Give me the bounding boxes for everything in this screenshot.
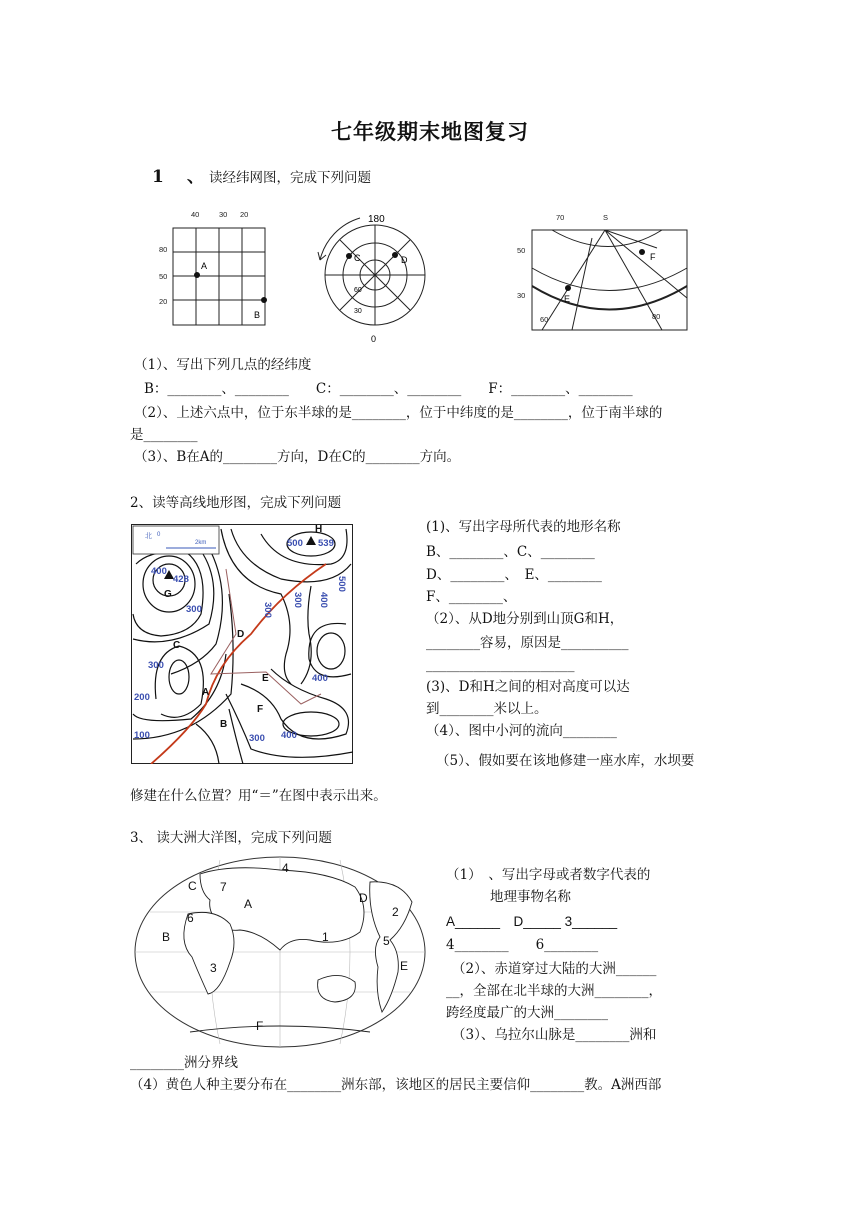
polar-grid-figure <box>312 208 437 348</box>
polar-top-label: 180 <box>368 214 385 225</box>
map-label: 7 <box>220 880 227 894</box>
grid-top-label: 30 <box>219 210 228 219</box>
grid-top-label: 20 <box>240 210 249 219</box>
q2-line: (3)、D和H之间的相对高度可以达 <box>426 679 630 695</box>
contour-label: 400 <box>151 566 167 577</box>
contour-label: 500 <box>336 576 347 592</box>
q3-line: （4）黄色人种主要分布在________洲东部，该地区的居民主要信仰________教。A洲西部 <box>130 1077 662 1093</box>
q2-line: D、________、 E、________ <box>426 567 602 583</box>
contour-label: 200 <box>134 692 150 703</box>
contour-label: 400 <box>312 673 328 684</box>
point-b-marker <box>261 297 267 303</box>
arc-bottom-label: 80 <box>652 312 661 321</box>
q2-line: (1)、写出字母所代表的地形名称 <box>426 519 621 535</box>
peak-elevation: 539 <box>318 538 334 549</box>
map-letter: F <box>257 704 264 715</box>
north-label: 北 <box>145 533 152 540</box>
point-d-marker <box>392 252 398 258</box>
q3-line: （2）、赤道穿过大陆的大洲______ <box>452 961 657 977</box>
contour-label: 400 <box>318 592 329 608</box>
map-letter: G <box>164 589 172 600</box>
map-label: 6 <box>187 911 194 925</box>
peak-elevation: 428 <box>173 574 189 585</box>
point-label: C <box>354 253 361 263</box>
map-label: 3 <box>210 961 217 975</box>
contour-label: 300 <box>249 733 265 744</box>
point-label: B <box>254 310 261 320</box>
q2-line: ______________________ <box>426 657 575 673</box>
q2-line: 修建在什么位置？用“＝”在图中表示出来。 <box>130 788 387 804</box>
q2-line: ________容易，原因是__________ <box>426 635 629 651</box>
map-letter: C <box>173 640 181 651</box>
q3-line: （1） 、写出字母或者数字代表的 <box>446 867 651 883</box>
map-label: B <box>162 930 171 944</box>
contour-label: 400 <box>281 730 297 741</box>
contour-label: 500 <box>287 538 303 549</box>
contour-label: 100 <box>134 730 150 741</box>
q2-line: F、________、 <box>426 589 517 605</box>
q2-line: （2）、从D地分别到山顶G和H， <box>426 611 624 627</box>
q3-line: A______ D_____ 3______ <box>446 914 618 929</box>
map-label: A <box>244 897 253 911</box>
q1-line: （2）、上述六点中，位于东半球的是________，位于中纬度的是________，位于南半球的 <box>134 405 663 421</box>
contour-label: 300 <box>148 660 164 671</box>
latlong-grid-figure <box>155 205 275 330</box>
q1-separator: 、 <box>186 167 204 187</box>
map-label: 4 <box>282 861 289 875</box>
scale-label: 2km <box>195 540 207 546</box>
q1-line: （1）、写出下列几点的经纬度 <box>134 357 312 373</box>
map-label: 1 <box>322 930 329 944</box>
map-letter: H <box>315 524 323 535</box>
q1-heading <box>152 162 371 187</box>
arc-left-label: 30 <box>517 291 526 300</box>
q3-line: 跨经度最广的大洲________ <box>446 1005 608 1021</box>
polar-ring-label: 30 <box>354 308 362 315</box>
map-label: 5 <box>383 934 390 948</box>
q1-heading-text: 读经纬网图，完成下列问题 <box>209 170 372 186</box>
q1-line: （3）、B在A的________方向，D在C的________方向。 <box>134 449 461 465</box>
q2-line: 到________米以上。 <box>426 701 548 717</box>
q3-line: 4________ 6________ <box>446 937 599 953</box>
grid-left-label: 50 <box>159 272 168 281</box>
map-label: 2 <box>392 905 399 919</box>
arc-left-label: 50 <box>517 246 526 255</box>
point-label: E <box>564 294 571 304</box>
point-e-marker <box>565 285 571 291</box>
polar-bottom-label: 0 <box>371 334 377 344</box>
q3-heading: 3、 读大洲大洋图，完成下列问题 <box>130 830 332 846</box>
map-letter: D <box>237 629 245 640</box>
contour-map <box>131 524 353 764</box>
map-label: E <box>400 959 409 973</box>
contour-label: 300 <box>186 604 202 615</box>
q2-line: B、________、C、________ <box>426 544 595 560</box>
arc-top-label: 70 <box>556 213 565 222</box>
map-label: D <box>359 891 368 905</box>
arc-bottom-label: 60 <box>540 315 549 324</box>
point-c-marker <box>346 253 352 259</box>
polar-ring-label: 60 <box>354 287 362 294</box>
scale-zero-label: 0 <box>157 532 161 538</box>
point-label: A <box>201 261 208 271</box>
point-label: F <box>650 252 656 262</box>
point-a-marker <box>194 272 200 278</box>
q3-line: ________洲分界线 <box>130 1055 238 1071</box>
map-letter: B <box>220 719 228 730</box>
arc-grid-figure <box>512 208 692 333</box>
q3-line: __，全部在北半球的大洲________， <box>446 983 662 999</box>
q3-line: （3）、乌拉尔山脉是________洲和 <box>452 1027 657 1043</box>
q2-line: （4）、图中小河的流向________ <box>426 723 617 739</box>
q1-number: 1 <box>152 167 164 187</box>
contour-label: 300 <box>292 592 303 608</box>
q2-line: （5）、假如要在该地修建一座水库，水坝要 <box>436 753 695 769</box>
arc-top-label: S <box>603 213 609 222</box>
point-label: D <box>401 255 408 265</box>
point-f-marker <box>639 249 645 255</box>
grid-top-label: 40 <box>191 210 200 219</box>
contour-label: 300 <box>262 602 273 618</box>
world-map <box>130 852 430 1052</box>
q1-line: B：________、________ C：________、________ F：________、________ <box>144 381 633 397</box>
map-label: C <box>188 879 197 893</box>
q2-heading: 2、读等高线地形图，完成下列问题 <box>130 495 342 511</box>
page-title: 七年级期末地图复习 <box>331 119 529 144</box>
grid-left-label: 20 <box>159 297 168 306</box>
map-letter: E <box>262 673 269 684</box>
q1-line: 是________ <box>130 427 198 443</box>
grid-left-label: 80 <box>159 245 168 254</box>
q3-line: 地理事物名称 <box>490 889 571 905</box>
map-letter: A <box>202 687 210 698</box>
map-label: F <box>256 1019 264 1033</box>
